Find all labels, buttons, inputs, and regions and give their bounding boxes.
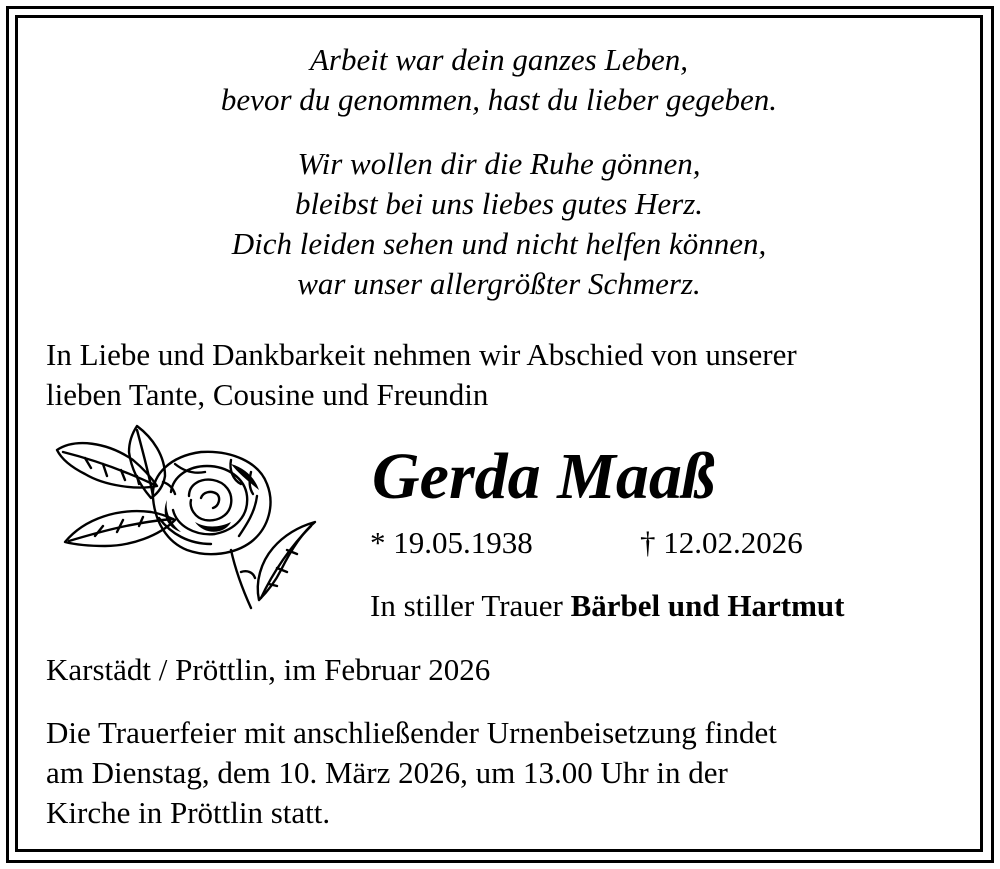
poem-line: bleibst bei uns liebes gutes Herz. — [294, 186, 704, 221]
intro-text — [46, 335, 797, 415]
rose-icon — [55, 422, 325, 612]
intro-line: lieben Tante, Cousine und Freundin — [46, 377, 489, 412]
poem-line: bevor du genommen, hast du lieber gegeben. — [220, 82, 778, 117]
poem-line: war unser allergrößter Schmerz. — [297, 266, 701, 301]
death-date: † 12.02.2026 — [640, 525, 803, 560]
ceremony-line: Kirche in Pröttlin statt. — [46, 795, 331, 830]
poem-stanza-1 — [18, 40, 980, 120]
place-date: Karstädt / Pröttlin, im Februar 2026 — [46, 652, 491, 687]
poem-line: Arbeit war dein ganzes Leben, — [310, 42, 688, 77]
ceremony-text — [46, 713, 777, 833]
mourners-names: Bärbel und Hartmut — [570, 588, 845, 623]
deceased-name: Gerda Maaß — [372, 440, 715, 513]
poem-line: Dich leiden sehen und nicht helfen können, — [231, 226, 767, 261]
mourners-prefix: In stiller Trauer — [370, 588, 571, 623]
mourners-line — [370, 586, 844, 626]
birth-date: * 19.05.1938 — [370, 525, 533, 560]
poem-stanza-2 — [18, 144, 980, 304]
ceremony-line: am Dienstag, dem 10. März 2026, um 13.00 Uhr in der — [46, 755, 728, 790]
intro-line: In Liebe und Dankbarkeit nehmen wir Abschied von unserer — [46, 337, 797, 372]
poem-line: Wir wollen dir die Ruhe gönnen, — [297, 146, 701, 181]
ceremony-line: Die Trauerfeier mit anschließender Urnenbeisetzung findet — [46, 715, 777, 750]
